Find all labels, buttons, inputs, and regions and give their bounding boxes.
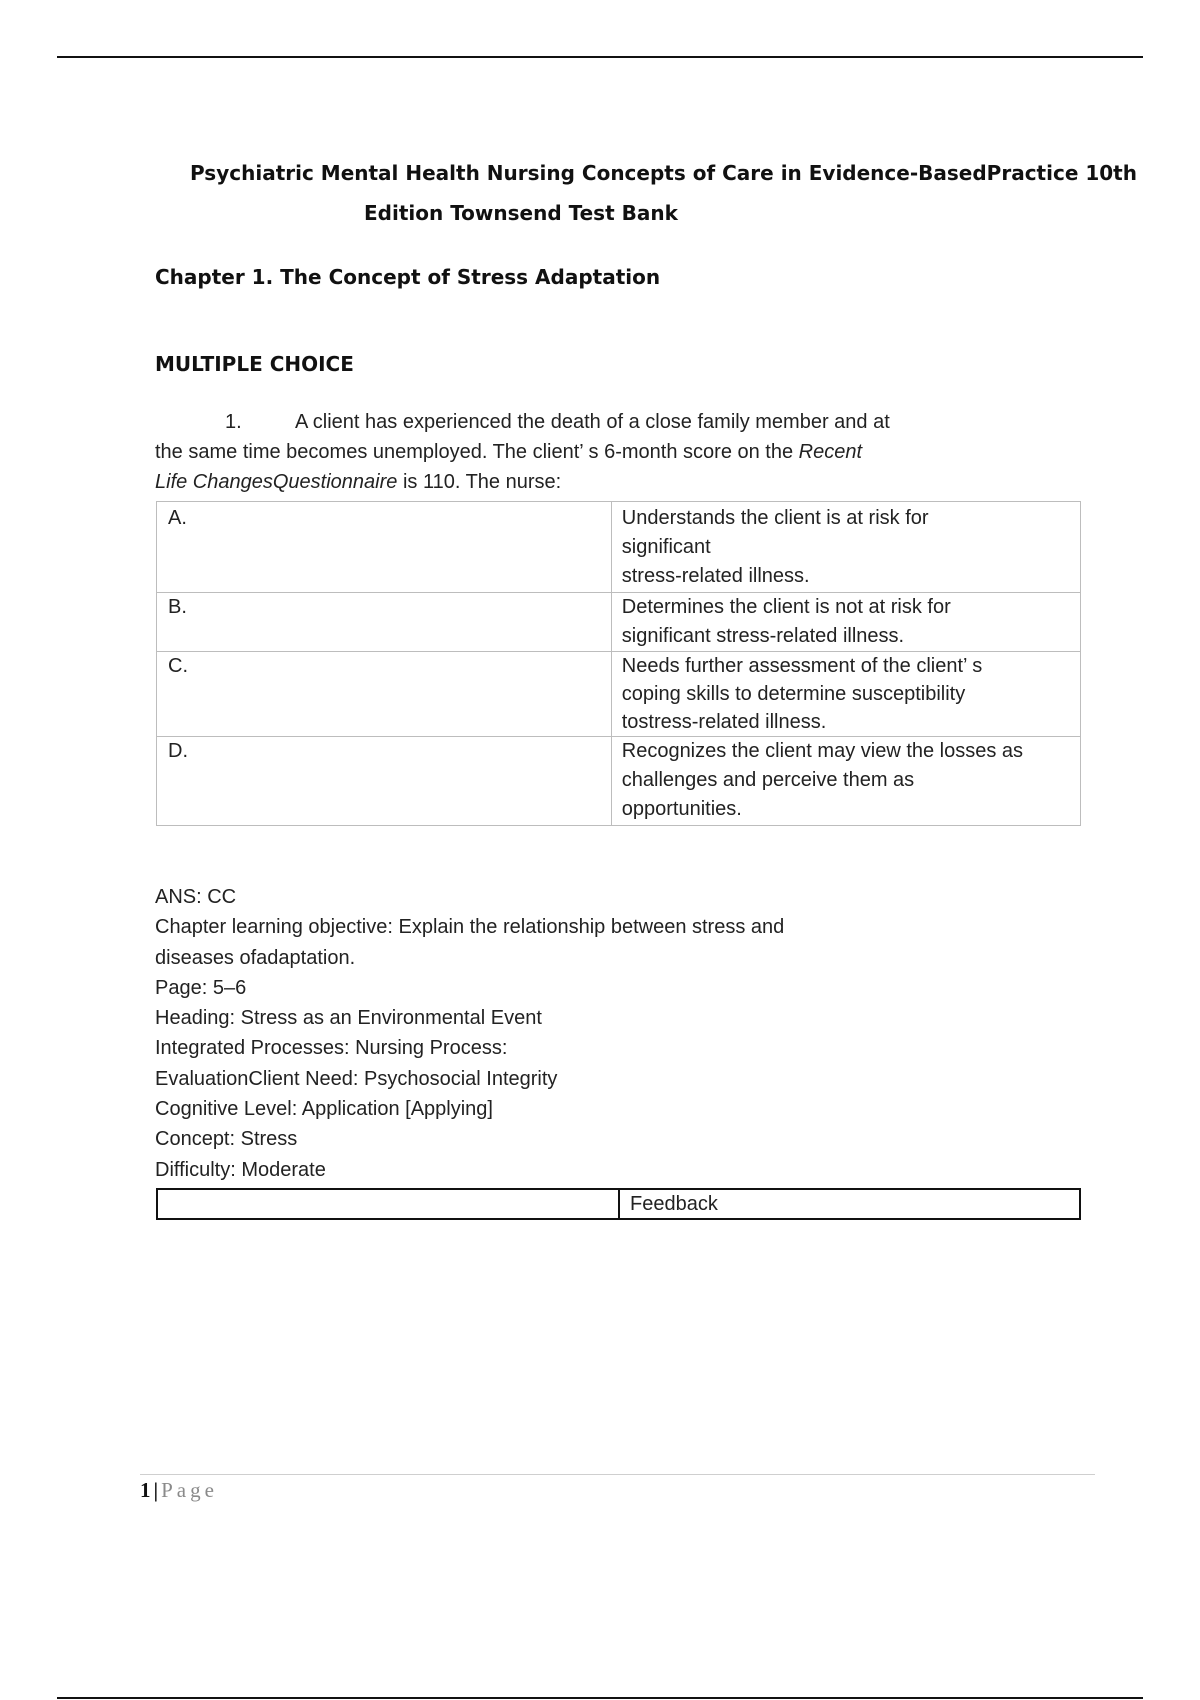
heading-reference: Heading: Stress as an Environmental Event [155, 1007, 542, 1030]
answer-key: ANS: CC [155, 886, 237, 908]
option-row-a [157, 502, 1081, 593]
option-letter: A. [157, 502, 612, 593]
option-row-b [157, 593, 1081, 652]
question-line-2: the same time becomes unemployed. The client’ s 6-month score on the [155, 441, 799, 463]
feedback-row [157, 1189, 1080, 1219]
document-title [190, 153, 1137, 233]
option-text [611, 737, 1080, 826]
option-text [611, 593, 1080, 652]
option-letter: C. [157, 652, 612, 737]
option-text-line: opportunities. [621, 798, 742, 820]
option-text-line: Understands the client is at risk for [621, 507, 929, 529]
question-line-3-italic: Life ChangesQuestionnaire [155, 471, 398, 493]
option-letter: D. [157, 737, 612, 826]
feedback-label: Feedback [619, 1189, 1080, 1219]
options-table [156, 501, 1081, 826]
footer-separator: | [153, 1478, 159, 1502]
footer-rule [140, 1474, 1095, 1475]
option-text-line: significant stress-related illness. [621, 625, 905, 647]
question-line-2-italic: Recent [798, 441, 863, 463]
question-line-1: A client has experienced the death of a close family member and at [295, 411, 890, 433]
title-line-1: Psychiatric Mental Health Nursing Concepts of Care in Evidence-BasedPractice 10th [190, 161, 1137, 185]
option-text-line: significant [621, 536, 711, 558]
question-number: 1. [225, 411, 242, 433]
option-row-c [157, 652, 1081, 737]
option-text [611, 502, 1080, 593]
page-footer [140, 1478, 218, 1503]
title-line-2: Edition Townsend Test Bank [364, 201, 678, 225]
answer-block [155, 882, 1055, 1185]
feedback-table [156, 1188, 1081, 1220]
option-text-line: tostress-related illness. [621, 711, 827, 733]
option-letter: B. [157, 593, 612, 652]
section-heading: MULTIPLE CHOICE [155, 352, 354, 376]
page-reference: Page: 5–6 [155, 976, 247, 999]
question-line-3: is 110. The nurse: [397, 471, 562, 493]
question-stem [155, 407, 975, 497]
cognitive-level: Cognitive Level: Application [Applying] [155, 1098, 493, 1121]
page-word: Page [161, 1478, 218, 1502]
option-text-line: challenges and perceive them as [621, 769, 915, 791]
option-text-line: stress-related illness. [621, 565, 810, 587]
option-row-d [157, 737, 1081, 826]
option-text [611, 652, 1080, 737]
learning-objective-line-1: Chapter learning objective: Explain the relationship between stress and [155, 916, 785, 939]
chapter-heading: Chapter 1. The Concept of Stress Adaptation [155, 265, 661, 289]
option-text-line: Needs further assessment of the client’ s [621, 655, 983, 677]
concept: Concept: Stress [155, 1128, 298, 1151]
option-text-line: Determines the client is not at risk for [621, 596, 951, 618]
option-text-line: coping skills to determine susceptibility [621, 683, 966, 705]
top-rule [57, 56, 1143, 58]
learning-objective-line-2: diseases ofadaptation. [155, 946, 356, 969]
feedback-empty-cell [157, 1189, 619, 1219]
client-need: EvaluationClient Need: Psychosocial Integrity [155, 1067, 558, 1090]
option-text-line: Recognizes the client may view the losses as [621, 740, 1024, 762]
integrated-processes: Integrated Processes: Nursing Process: [155, 1037, 508, 1060]
bottom-rule [57, 1697, 1143, 1699]
difficulty: Difficulty: Moderate [155, 1158, 326, 1181]
page-number: 1 [140, 1478, 151, 1502]
